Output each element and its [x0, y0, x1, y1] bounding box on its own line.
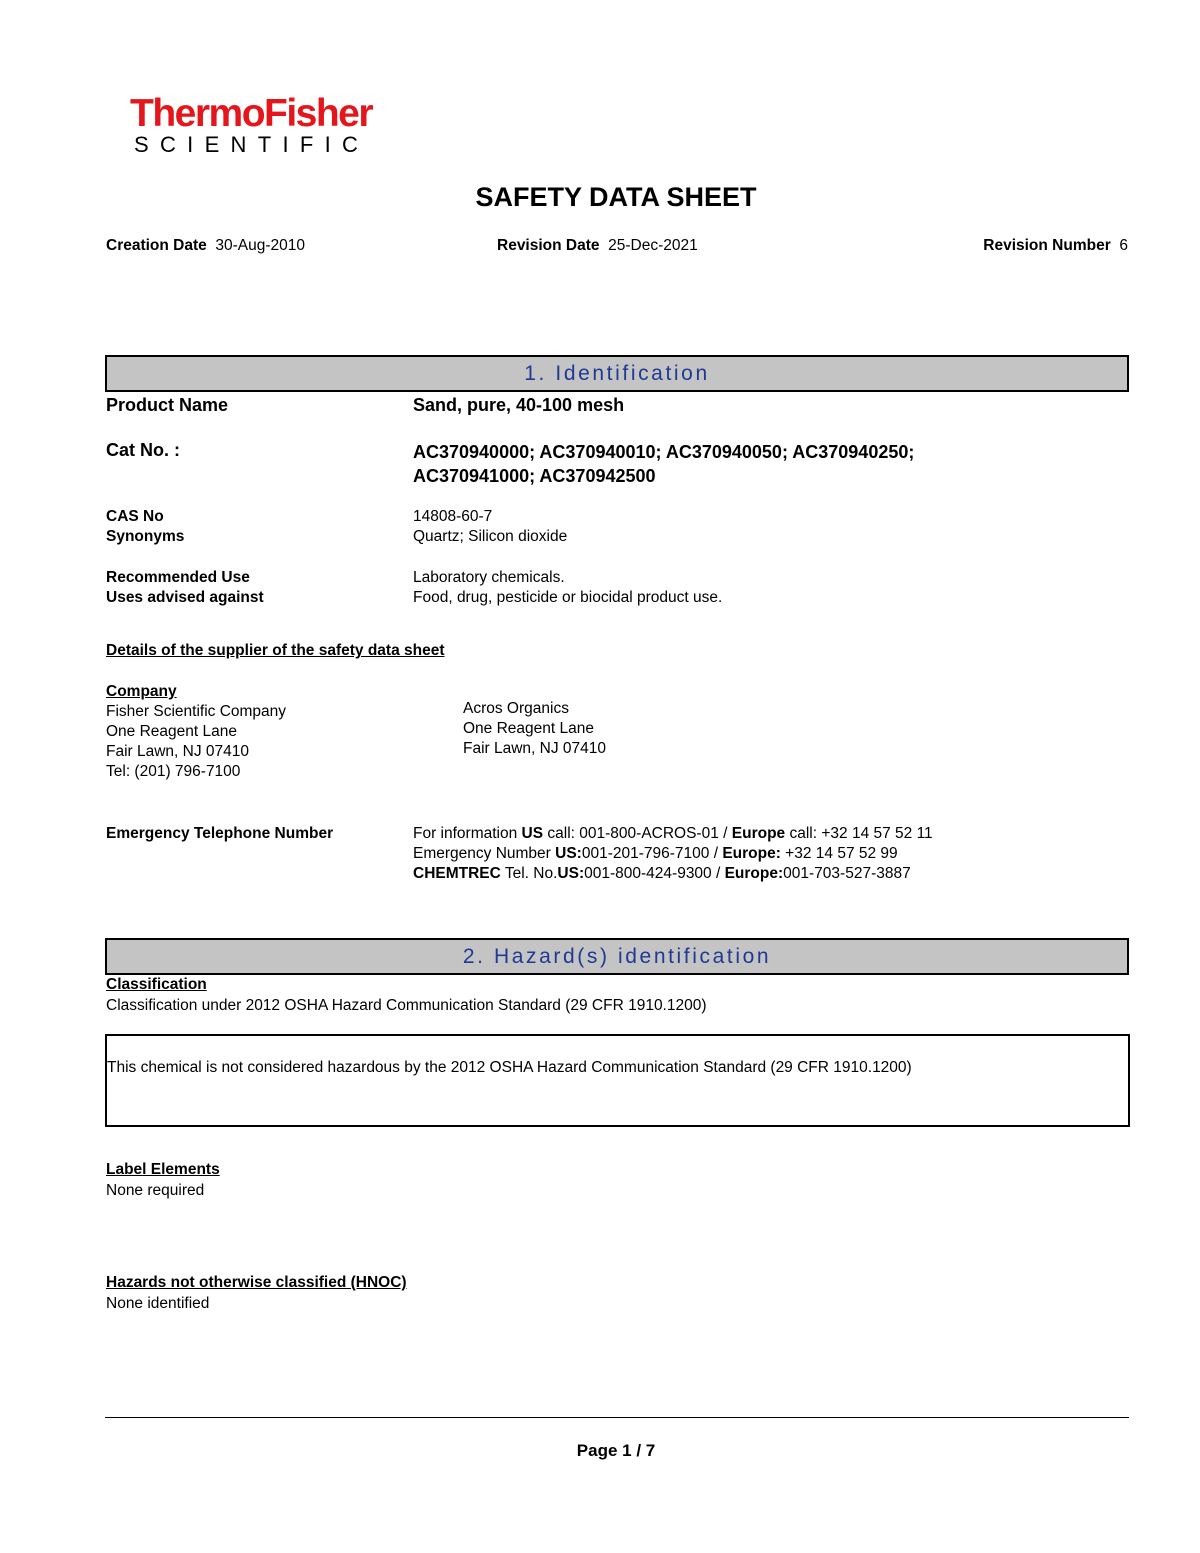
label-elements-value: None required [106, 1182, 205, 1199]
address-line: Fair Lawn, NJ 07410 [463, 740, 607, 757]
address-line: Fisher Scientific Company [106, 703, 287, 720]
footer-divider [105, 1417, 1129, 1418]
recommended-use-value: Laboratory chemicals. [413, 569, 565, 586]
address-line: Acros Organics [463, 700, 569, 717]
emergency-phone-label: Emergency Telephone Number [106, 825, 334, 842]
brand-logo-subtitle: SCIENTIFIC [134, 132, 370, 157]
cat-no-value [413, 440, 914, 488]
section-1-title: 1. Identification [524, 362, 710, 385]
product-name-label: Product Name [106, 395, 229, 415]
creation-date-value: 30-Aug-2010 [215, 237, 306, 254]
page-number: Page 1 / 7 [576, 1441, 656, 1460]
cas-no-value: 14808-60-7 [413, 508, 493, 525]
revision-date-label: Revision Date [497, 237, 600, 254]
brand-logo [130, 92, 372, 136]
hazard-notice-box [105, 1034, 1130, 1127]
emergency-line: For information US call: 001-800-ACROS-01 / Europe call: +32 14 57 52 11 [413, 825, 933, 842]
synonyms-value: Quartz; Silicon dioxide [413, 528, 568, 545]
creation-date-label: Creation Date [106, 237, 207, 254]
uses-advised-against-value: Food, drug, pesticide or biocidal product use. [413, 589, 723, 606]
company-heading: Company [106, 683, 177, 700]
revision-date [497, 237, 698, 255]
cat-no-label: Cat No. : [106, 440, 180, 460]
cat-no-line-2: AC370941000; AC370942500 [413, 466, 656, 486]
emergency-line: Emergency Number US:001-201-796-7100 / Europe: +32 14 57 52 99 [413, 845, 898, 862]
hnoc-value: None identified [106, 1295, 210, 1312]
synonyms-label: Synonyms [106, 528, 185, 545]
uses-advised-against-label: Uses advised against [106, 589, 264, 606]
section-2-header [105, 938, 1129, 975]
emergency-line: CHEMTREC Tel. No.US:001-800-424-9300 / Europe:001-703-527-3887 [413, 865, 911, 882]
emergency-phone-lines [413, 824, 933, 884]
cat-no-line-1: AC370940000; AC370940010; AC370940050; AC370940250; [413, 442, 915, 462]
cas-no-label: CAS No [106, 508, 164, 525]
company-address-fisher [106, 702, 286, 782]
hnoc-heading: Hazards not otherwise classified (HNOC) [106, 1274, 407, 1291]
label-elements-heading: Label Elements [106, 1161, 220, 1178]
revision-number [983, 237, 1128, 255]
supplier-heading: Details of the supplier of the safety data sheet [106, 642, 445, 659]
company-address-acros [463, 699, 606, 759]
section-2-title: 2. Hazard(s) identification [462, 945, 772, 968]
brand-logo-text: ThermoFisher [130, 92, 373, 135]
revision-number-label: Revision Number [983, 237, 1111, 254]
revision-date-value: 25-Dec-2021 [608, 237, 698, 254]
address-line: Tel: (201) 796-7100 [106, 763, 241, 780]
section-1-header [105, 355, 1129, 392]
product-name-value: Sand, pure, 40-100 mesh [413, 395, 625, 415]
document-title: SAFETY DATA SHEET [475, 182, 757, 212]
address-line: One Reagent Lane [463, 720, 594, 737]
classification-heading: Classification [106, 976, 207, 993]
hazard-notice-text: This chemical is not considered hazardous by the 2012 OSHA Hazard Communication Standard (29 CFR 1910.1200) [107, 1059, 912, 1076]
recommended-use-label: Recommended Use [106, 569, 250, 586]
revision-number-value: 6 [1119, 237, 1128, 254]
classification-text: Classification under 2012 OSHA Hazard Communication Standard (29 CFR 1910.1200) [106, 997, 707, 1014]
address-line: One Reagent Lane [106, 723, 237, 740]
creation-date [106, 237, 305, 255]
address-line: Fair Lawn, NJ 07410 [106, 743, 250, 760]
